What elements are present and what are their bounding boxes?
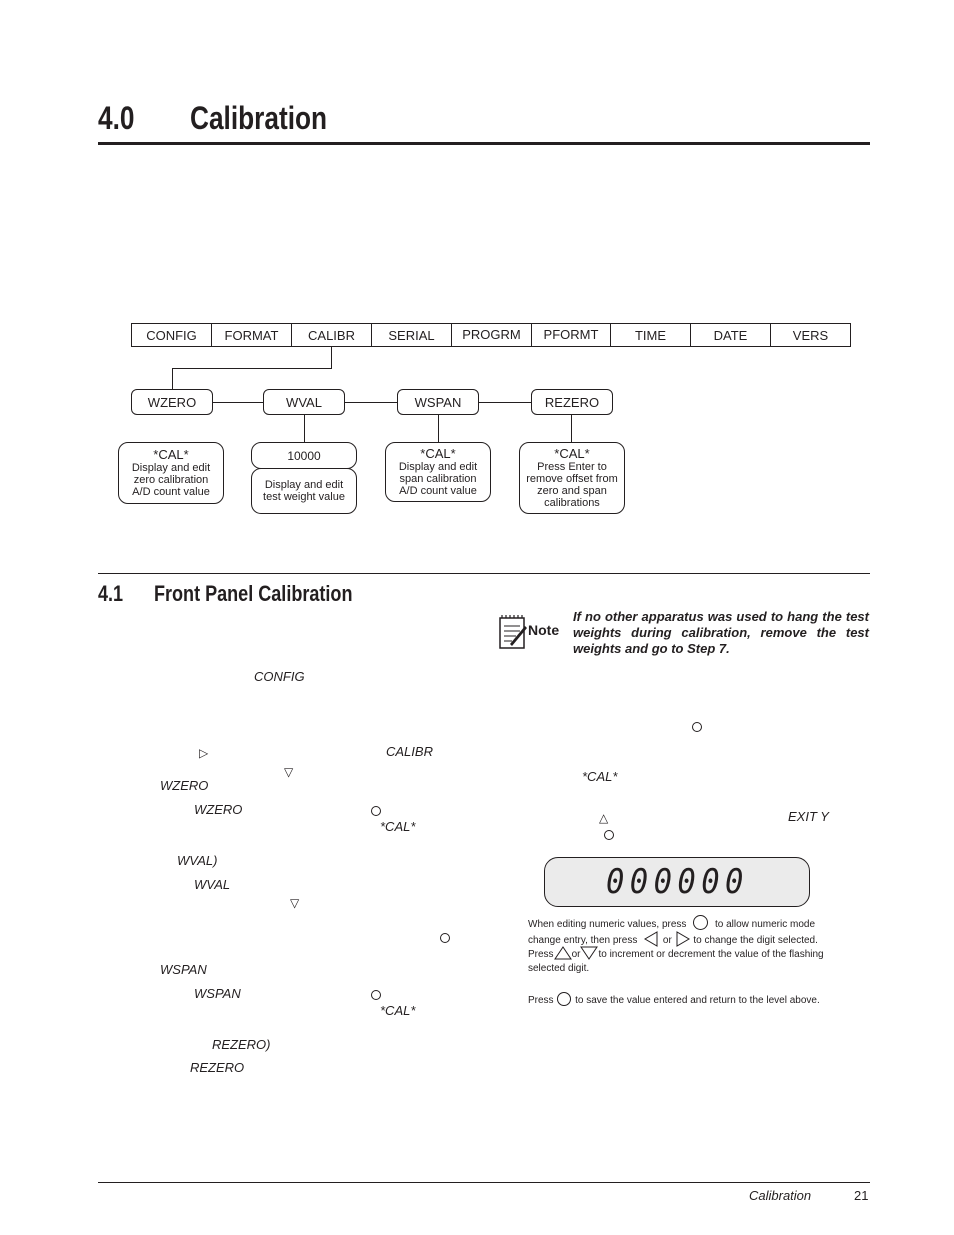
connector-line	[571, 415, 572, 442]
wspan-text: WSPAN	[194, 986, 241, 1001]
submenu-wzero: WZERO	[131, 389, 213, 415]
footer-rule	[98, 1182, 870, 1183]
help-text: or	[662, 935, 672, 946]
enter-key-icon	[371, 990, 381, 1000]
down-arrow-icon	[580, 946, 598, 960]
right-arrow-icon	[676, 931, 690, 947]
menu-format: FORMAT	[211, 323, 292, 347]
up-arrow-icon	[554, 946, 572, 960]
param-description: Press Enter to remove offset from zero and span calibrations	[526, 461, 618, 509]
menu-time: TIME	[610, 323, 691, 347]
menu-calibr: CALIBR	[291, 323, 372, 347]
param-value: *CAL*	[153, 447, 189, 462]
connector-line	[172, 368, 173, 389]
param-description: Display and edit span calibration A/D count value	[398, 461, 478, 497]
notepad-icon	[498, 614, 528, 650]
param-wspan	[385, 442, 491, 502]
section-number: 4.1	[98, 581, 124, 606]
footer-section: Calibration	[749, 1188, 812, 1203]
enter-key-icon	[557, 992, 571, 1006]
param-value: 10000	[287, 449, 321, 463]
submenu-wspan: WSPAN	[397, 389, 479, 415]
page-number: 21	[854, 1188, 869, 1203]
chapter-title: Calibration	[190, 100, 328, 136]
param-description: Display and edit zero calibration A/D count value	[131, 462, 211, 498]
exit-text: EXIT Y	[788, 809, 829, 824]
param-wval-value-box	[251, 442, 357, 469]
submenu-wval: WVAL	[263, 389, 345, 415]
rezero-text: REZERO)	[212, 1037, 271, 1052]
enter-key-icon	[693, 915, 708, 930]
help-line	[528, 946, 824, 962]
param-wzero	[118, 442, 224, 504]
connector-line	[304, 415, 305, 442]
help-line	[528, 915, 815, 932]
connector-line	[479, 402, 531, 403]
help-text: When editing numeric values, press	[528, 919, 687, 930]
wval-text: WVAL)	[177, 853, 218, 868]
menu-serial: SERIAL	[371, 323, 452, 347]
help-line: selected digit.	[528, 963, 590, 974]
config-text: CONFIG	[254, 669, 305, 684]
connector-line	[331, 347, 332, 368]
note-text: If no other apparatus was used to hang the test weights during calibration, remove the test weights and go to Step 7.	[573, 609, 869, 656]
wval-text: WVAL	[194, 877, 231, 892]
param-wval	[251, 468, 357, 514]
menu-progrm: PROGRM	[451, 323, 532, 347]
calibr-text: CALIBR	[386, 744, 433, 759]
help-text: Press	[528, 995, 554, 1006]
enter-key-icon	[371, 806, 381, 816]
up-arrow-icon: △	[599, 811, 609, 825]
note-label: Note	[528, 622, 560, 638]
wzero-text: WZERO	[160, 778, 209, 793]
help-text: change entry, then press	[528, 935, 638, 946]
cal-text: *CAL*	[380, 1003, 416, 1018]
lcd-value: 000000	[605, 862, 749, 902]
wspan-text: WSPAN	[160, 962, 207, 977]
cal-text: *CAL*	[380, 819, 416, 834]
menu-pformt: PFORMT	[531, 323, 611, 347]
help-line	[528, 992, 820, 1008]
help-text: or	[571, 949, 581, 960]
down-arrow-icon: ▽	[290, 896, 300, 910]
rezero-text: REZERO	[190, 1060, 245, 1075]
connector-line	[438, 415, 439, 442]
wzero-text: WZERO	[194, 802, 243, 817]
menu-date: DATE	[690, 323, 771, 347]
menu-config: CONFIG	[131, 323, 212, 347]
param-description: Display and edit test weight value	[263, 479, 345, 503]
enter-key-icon	[440, 933, 450, 943]
enter-key-icon	[692, 722, 702, 732]
param-value: *CAL*	[554, 446, 590, 461]
chapter-rule	[98, 142, 870, 145]
section-title: Front Panel Calibration	[154, 581, 353, 606]
help-text: to change the digit selected.	[693, 935, 818, 946]
help-text: to save the value entered and return to the level above.	[575, 995, 820, 1006]
param-rezero	[519, 442, 625, 514]
help-text: to allow numeric mode	[714, 919, 816, 930]
enter-key-icon	[604, 830, 614, 840]
cal-text: *CAL*	[582, 769, 618, 784]
lcd-display	[544, 857, 810, 907]
connector-line	[213, 402, 264, 403]
left-arrow-icon	[644, 931, 658, 947]
help-text: to increment or decrement the value of the flashing	[598, 949, 824, 960]
section-rule	[98, 573, 870, 574]
submenu-rezero: REZERO	[531, 389, 613, 415]
down-arrow-icon: ▽	[284, 765, 294, 779]
note-callout	[498, 614, 568, 650]
menu-vers: VERS	[770, 323, 851, 347]
connector-line	[345, 402, 398, 403]
chapter-number: 4.0	[98, 100, 135, 136]
connector-line	[172, 368, 332, 369]
right-arrow-icon: ▷	[199, 746, 209, 760]
param-value: *CAL*	[420, 446, 456, 461]
help-text: Press	[528, 949, 554, 960]
